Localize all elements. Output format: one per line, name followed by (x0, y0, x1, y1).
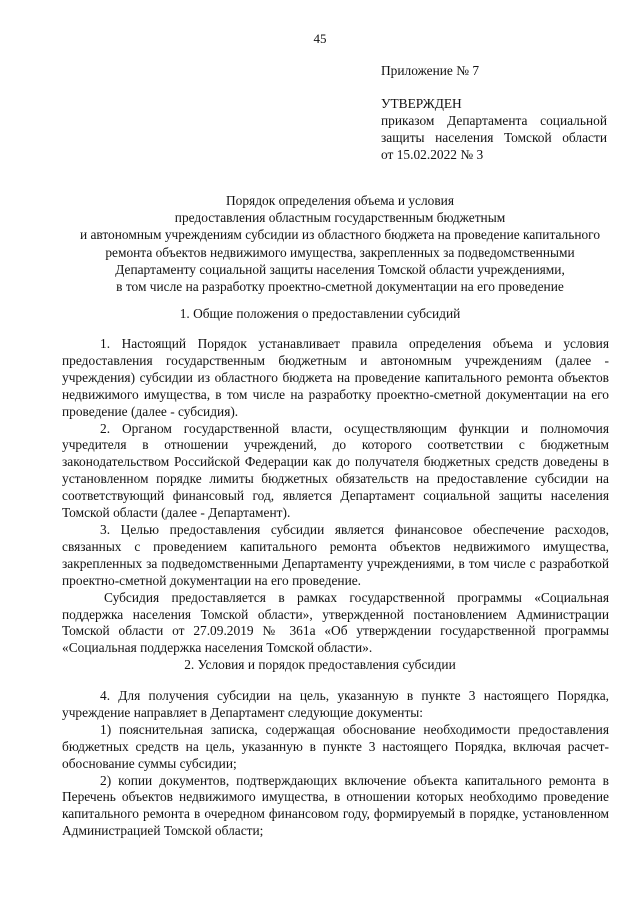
section-2-heading: 2. Условия и порядок предоставления субсидии (184, 657, 456, 672)
paragraph: 1. Настоящий Порядок устанавливает правила определения объема и условия предоставления государственным бюджетным и автономным учреждениям (далее - учреждения) субсидии из областного бюджета на проведение капитального ремонта объектов недвижимого имущества, в том числе на разработку проектно-сметной документации на его проведение (далее - субсидия). (62, 336, 609, 419)
paragraph: 2) копии документов, подтверждающих включение объекта капитального ремонта в Перечень объектов недвижимого имущества, в отношении которых необходимо проведение капитального ремонта в очередном финансовом году, формируемый в порядке, установленном Администрацией Томской области; (62, 772, 609, 839)
paragraph: 2. Органом государственной власти, осуществляющим функции и полномочия учредителя в отношении учреждений, до которого соответствии с бюджетным законодательством Российской Федерации как до получателя бюджетных средств доведены в установленном порядке лимиты бюджетных обязательств на предоставление субсидии на соответствующий финансовый год, является Департамент социальной защиты населения Томской области (далее - Департамент). (62, 420, 609, 521)
title-line: ремонта объектов недвижимого имущества, закрепленных за подведомственными (105, 244, 575, 260)
approval-block (381, 62, 607, 163)
paragraph: Субсидия предоставляется в рамках государственной программы «Социальная поддержка населения Томской области», утвержденной постановлением Администрации Томской области от 27.09.2019 № 361а «Об утверждении государственной программы «Социальная поддержка населения Томской области». (62, 589, 609, 656)
title-line: и автономным учреждениям субсидии из областного бюджета на проведение капитального (79, 227, 601, 243)
title-line: Департаменту социальной защиты населения Томской области учреждениями, (115, 261, 565, 277)
section-1-body (62, 336, 609, 657)
page-number: 45 (313, 31, 327, 46)
paragraph: 4. Для получения субсидии на цель, указанную в пункте 3 настоящего Порядка, учреждение направляет в Департамент следующие документы: (62, 688, 609, 720)
title-line: Порядок определения объема и условия (225, 193, 455, 208)
order-line-2: защиты населения Томской области (381, 130, 607, 145)
section-2-body (62, 688, 609, 840)
paragraph: 3. Целью предоставления субсидии является финансовое обеспечение расходов, связанных с проведением капитального ремонта объектов недвижимого имущества, закрепленных за подведомственными Департаменту учреждениями, в том числе с разработкой проектно-сметной документации на его проведение. (62, 521, 609, 588)
order-line-3: от 15.02.2022 № 3 (381, 147, 484, 162)
document-title (40, 192, 640, 295)
order-line-1: приказом Департамента социальной (381, 113, 607, 128)
title-line: предоставления областным государственным бюджетным (174, 210, 506, 226)
appendix-label: Приложение № 7 (381, 63, 480, 78)
approved-label: УТВЕРЖДЕН (381, 96, 462, 111)
title-line: в том числе на разработку проектно-сметной документации на его проведение (116, 279, 564, 295)
paragraph: 1) пояснительная записка, содержащая обоснование необходимости предоставления бюджетных средств на цель, указанную в пункте 3 настоящего Порядка, включая расчет-обоснование суммы субсидии; (62, 721, 609, 771)
section-1-heading: 1. Общие положения о предоставлении субсидий (179, 306, 461, 321)
